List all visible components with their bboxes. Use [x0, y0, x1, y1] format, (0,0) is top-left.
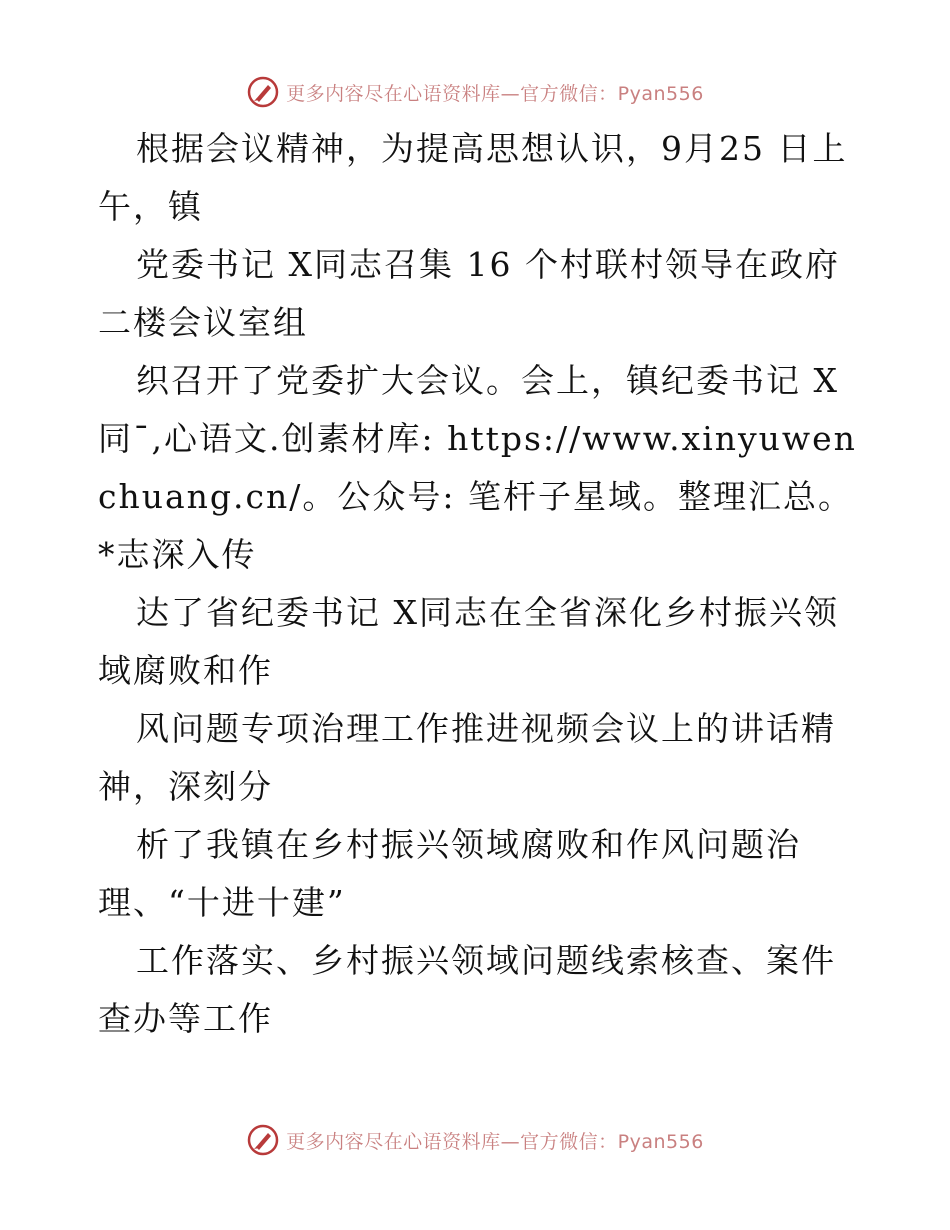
- banner-text: 更多内容尽在心语资料库—官方微信：Pyan556: [286, 1130, 704, 1153]
- pen-logo-icon: [246, 75, 280, 109]
- paragraph-2: 党委书记 X同志召集 16 个村联村领导在政府二楼会议室组: [98, 245, 840, 342]
- banner-text: 更多内容尽在心语资料库—官方微信：Pyan556: [286, 82, 704, 105]
- footer-watermark: [0, 1120, 950, 1160]
- paragraph-3: 织召开了党委扩大会议。会上，镇纪委书记 X同¯,心语文.创素材库: https://www.xinyuwenchuang.cn/。公众号: 笔杆子星域。整理汇总。*志深入传: [98, 361, 857, 574]
- paragraph-1: 根据会议精神，为提高思想认识，9月25 日上午，镇: [98, 129, 848, 226]
- paragraph-7: 工作落实、乡村振兴领域问题线索核查、案件查办等工作: [98, 941, 836, 1038]
- paragraph-5: 风问题专项治理工作推进视频会议上的讲话精神，深刻分: [98, 709, 836, 806]
- paragraph-6: 析了我镇在乡村振兴领域腐败和作风问题治理、“十进十建”: [98, 825, 801, 922]
- pen-logo-icon: [246, 1123, 280, 1157]
- paragraph-4: 达了省纪委书记 X同志在全省深化乡村振兴领域腐败和作: [98, 593, 839, 690]
- document-body: [98, 120, 858, 1048]
- header-watermark: [0, 72, 950, 112]
